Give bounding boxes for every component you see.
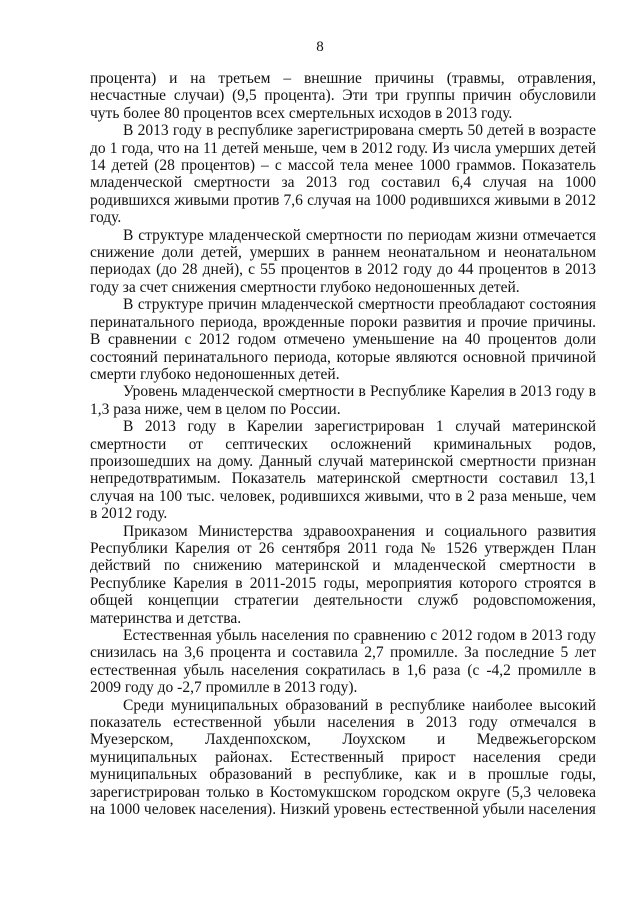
- paragraph-continuation: процента) и на третьем – внешние причины (травмы, отравления, несчастные случаи) (9,5 процента). Эти три группы причин обусловили чуть более 80 процентов всех смертельных исходов в 2013 году.: [90, 70, 596, 122]
- paragraph-russia-comparison: Уровень младенческой смертности в Республике Карелия в 2013 году в 1,3 раза ниже, чем в целом по России.: [90, 383, 596, 418]
- paragraph-natural-decline: Естественная убыль населения по сравнению с 2012 годом в 2013 году снизилась на 3,6 процента и составила 2,7 промилле. За последние 5 лет естественная убыль населения сократилась в 1,6 раза (с -4,2 промилле в 2009 году до -2,7 промилле в 2013 году).: [90, 627, 596, 697]
- paragraph-ministry-order: Приказом Министерства здравоохранения и социального развития Республики Карелия от 26 сентября 2011 года № 1526 утвержден План действий по снижению материнской и младенческой смертности в Республике Карелия в 2011-2015 годы, мероприятия которого строятся в общей концепции стратегии деятельности служб родовспоможения, материнства и детства.: [90, 522, 596, 627]
- paragraph-mortality-periods: В структуре младенческой смертности по периодам жизни отмечается снижение доли детей, умерших в раннем неонатальном и неонатальном периодах (до 28 дней), с 55 процентов в 2012 году до 44 процентов в 2013 году за счет снижения смертности глубоко недоношенных детей.: [90, 226, 596, 296]
- paragraph-infant-deaths: В 2013 году в республике зарегистрирована смерть 50 детей в возрасте до 1 года, что на 11 детей меньше, чем в 2012 году. Из числа умерших детей 14 детей (28 процентов) – с массой тела менее 1000 граммов. Показатель младенческой смертности за 2013 год составил 6,4 случая на 1000 родившихся живыми против 7,6 случая на 1000 родившихся живыми в 2012 году.: [90, 122, 596, 227]
- paragraph-maternal-mortality: В 2013 году в Карелии зарегистрирован 1 случай материнской смертности от септических осложнений криминальных родов, произошедших на дому. Данный случай материнской смертности признан непредотвратимым. Показатель материнской смертности составил 13,1 случая на 100 тыс. человек, родившихся живыми, что в 2 раза меньше, чем в 2012 году.: [90, 418, 596, 523]
- paragraph-municipalities: Среди муниципальных образований в республике наиболее высокий показатель естественной убыли населения в 2013 году отмечался в Муезерском, Лахденпохском, Лоухском и Медвежьегорском муниципальных районах. Естественный прирост населения среди муниципальных образований в республике, как и в прошлые годы, зарегистрирован только в Костомукшском городском округе (5,3 человека на 1000 человек населения). Низкий уровень естественной убыли населения: [90, 696, 596, 819]
- body-text: [90, 70, 596, 818]
- page-number: 8: [316, 39, 324, 55]
- paragraph-mortality-causes: В структуре причин младенческой смертности преобладают состояния перинатального периода, врожденные пороки развития и прочие причины. В сравнении с 2012 годом отмечено уменьшение на 40 процентов доли состояний перинатального периода, которые являются основной причиной смерти глубоко недоношенных детей.: [90, 296, 596, 383]
